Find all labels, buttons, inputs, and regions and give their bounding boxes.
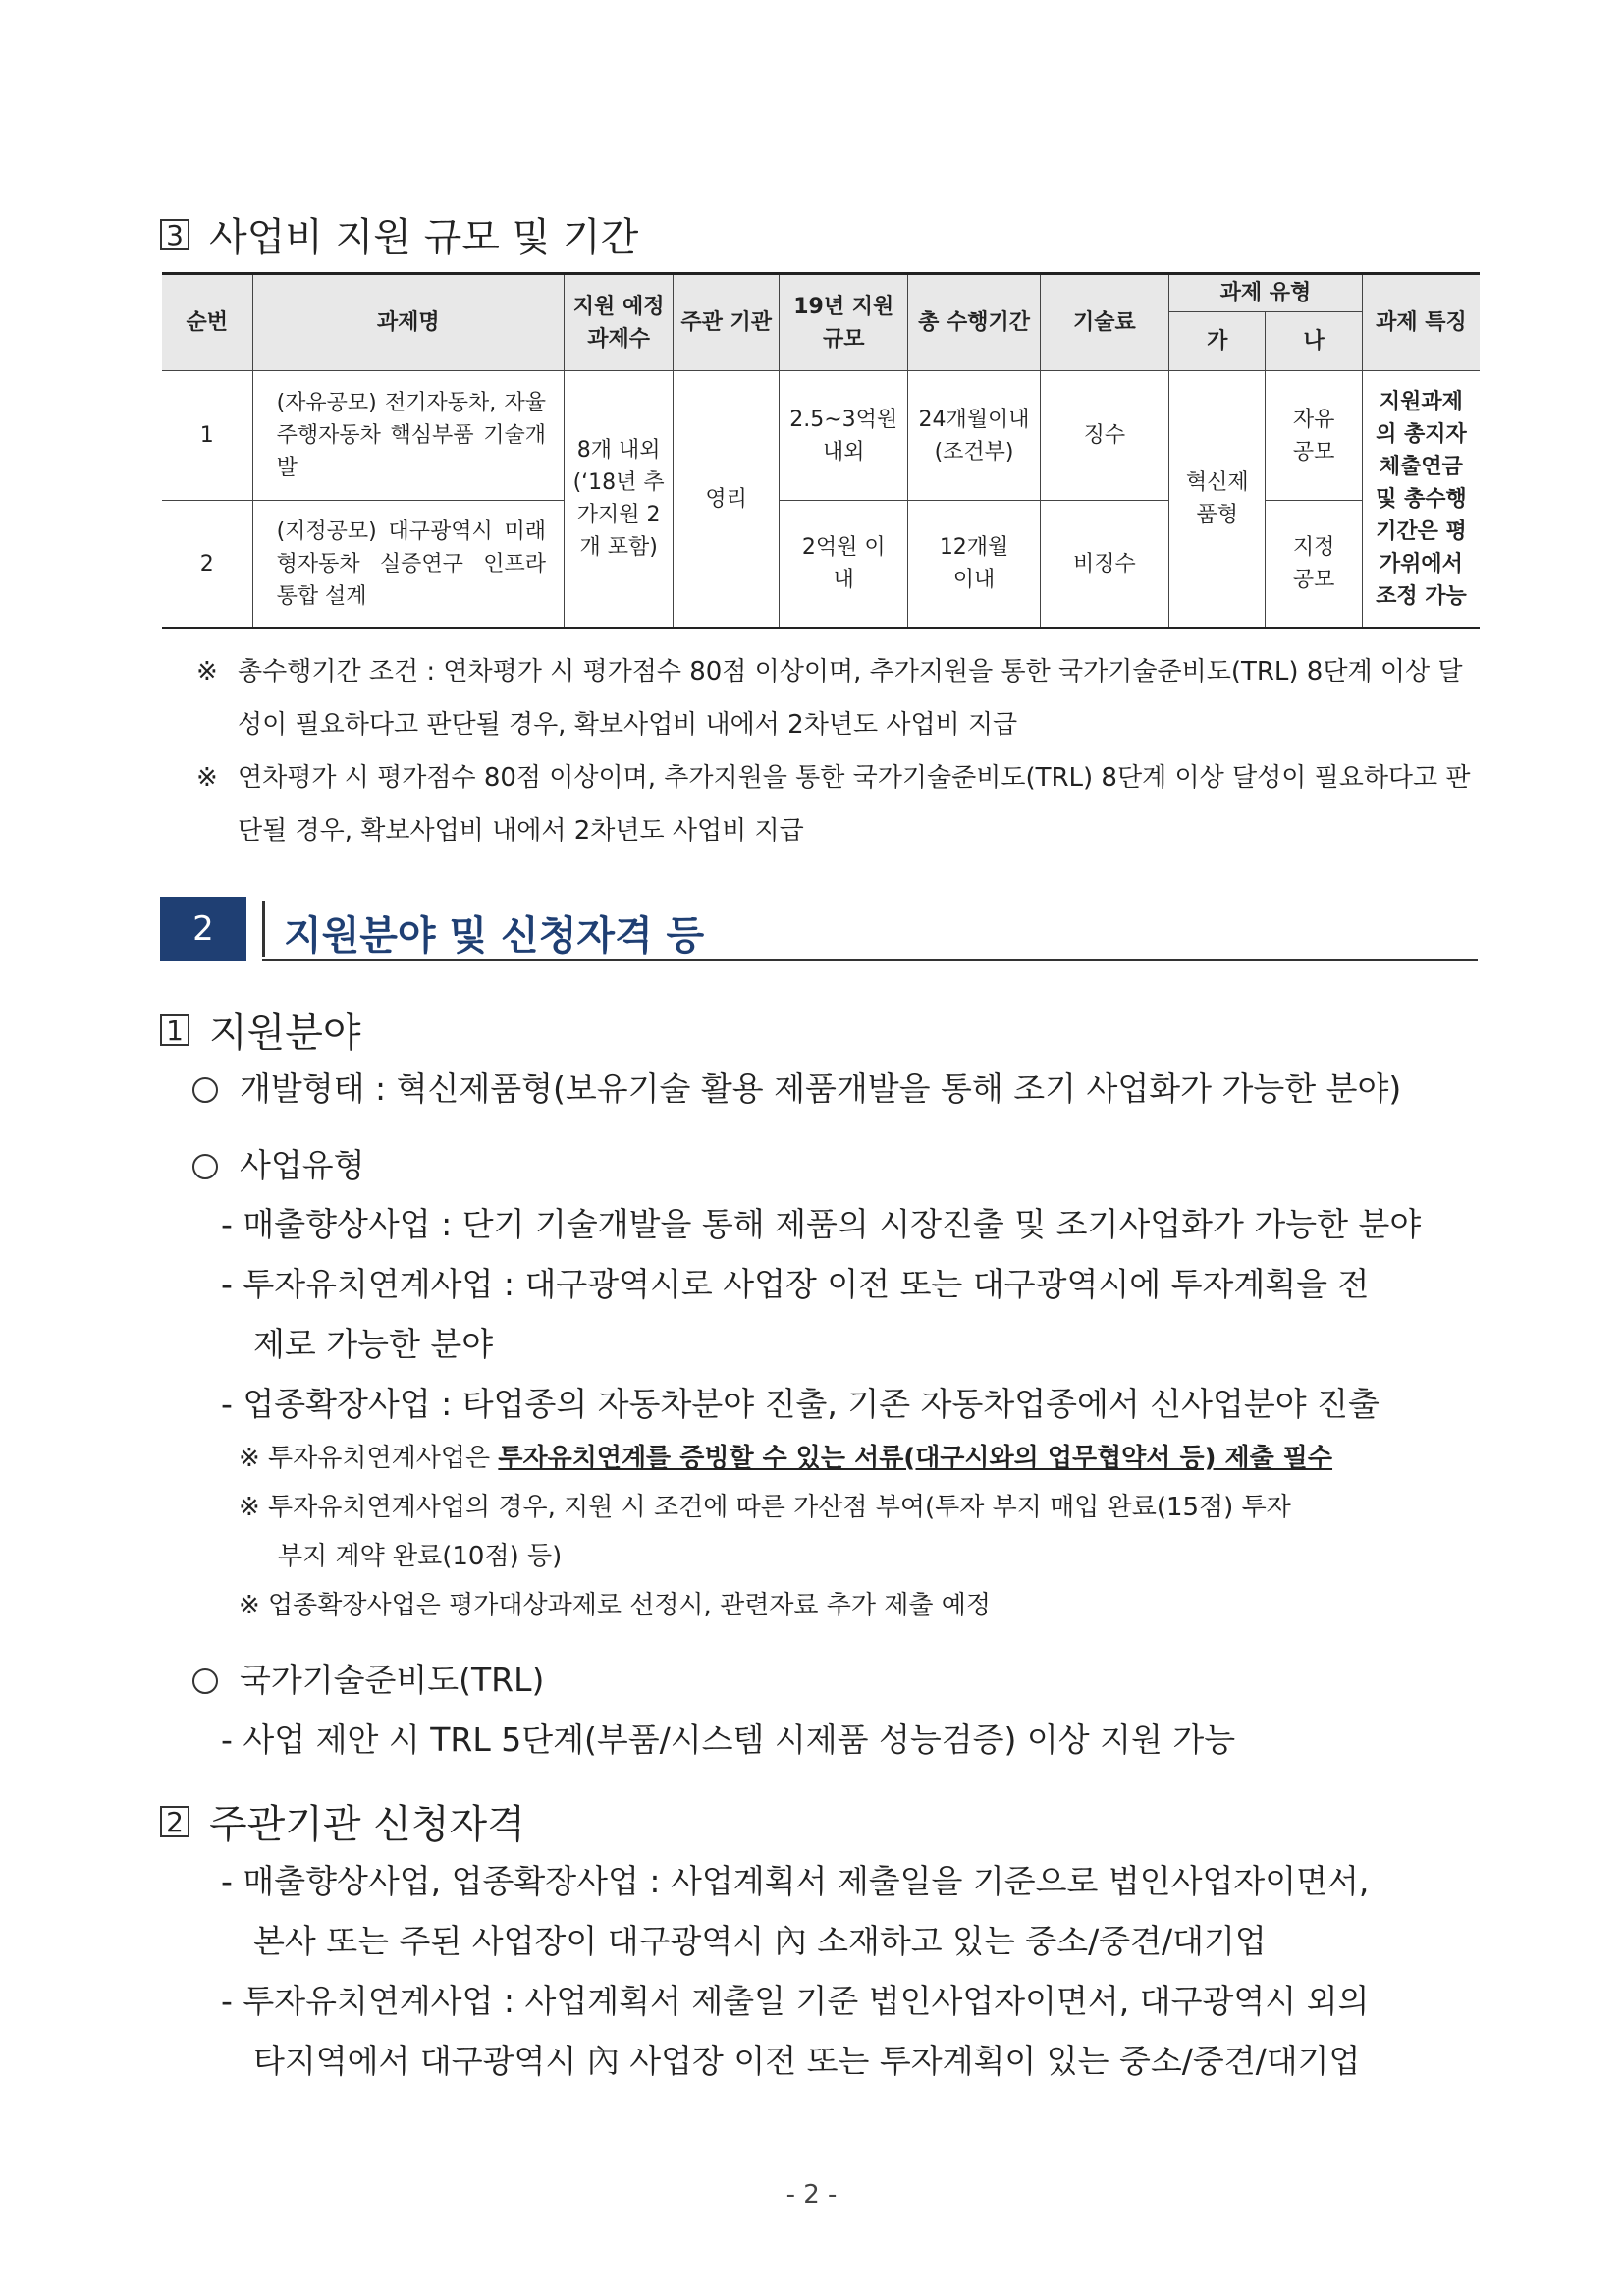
circle-bullet-icon bbox=[192, 1154, 218, 1179]
header-count: 지원 예정 과제수 bbox=[565, 274, 674, 371]
divider bbox=[262, 901, 265, 957]
header-no: 순번 bbox=[162, 274, 252, 371]
main-section-title: 지원분야 및 신청자격 등 bbox=[284, 913, 705, 958]
main-section-heading bbox=[160, 897, 1478, 961]
circle-bullet-icon bbox=[192, 1668, 218, 1694]
table-row bbox=[162, 371, 1480, 501]
list-item: - 투자유치연계사업 : 사업계획서 제출일 기준 법인사업자이면서, 대구광역시 외의 bbox=[221, 1982, 1370, 2020]
bullet-item bbox=[192, 1140, 365, 1186]
note-prefix: ※ 투자유치연계사업은 bbox=[239, 1444, 499, 1473]
subsection-heading bbox=[160, 1793, 525, 1849]
cell-type-a: 혁신제품형 bbox=[1169, 371, 1266, 629]
cell-type-b: 자유공모 bbox=[1266, 371, 1362, 501]
cell-scale: 2.5~3억원 내외 bbox=[780, 371, 908, 501]
header-type-b: 나 bbox=[1266, 312, 1362, 371]
cell-no: 1 bbox=[162, 371, 252, 501]
header-org: 주관 기관 bbox=[674, 274, 780, 371]
section-title: 사업비 지원 규모 및 기간 bbox=[209, 215, 639, 260]
header-period: 총 수행기간 bbox=[908, 274, 1040, 371]
cell-fee: 비징수 bbox=[1040, 501, 1168, 629]
cell-type-b: 지정공모 bbox=[1266, 501, 1362, 629]
header-type: 과제 유형 bbox=[1169, 274, 1363, 312]
list-item: 타지역에서 대구광역시 內 사업장 이전 또는 투자계획이 있는 중소/중견/대기업 bbox=[253, 2042, 1361, 2080]
note bbox=[196, 645, 1483, 751]
circle-bullet-icon bbox=[192, 1077, 218, 1103]
note-text: 연차평가 시 평가점수 80점 이상이며, 추가지원을 통한 국가기술준비도(TRL) 8단계 이상 달성이 필요하다고 판단될 경우, 확보사업비 내에서 2차년도 사업비 지급 bbox=[238, 763, 1471, 846]
list-item: - 사업 제안 시 TRL 5단계(부품/시스템 시제품 성능검증) 이상 지원 가능 bbox=[221, 1721, 1236, 1759]
cell-org: 영리 bbox=[674, 371, 780, 629]
header-name: 과제명 bbox=[252, 274, 565, 371]
header-scale: 19년 지원규모 bbox=[780, 274, 908, 371]
cell-count: 8개 내외 (‘18년 추가지원 2개 포함) bbox=[565, 371, 674, 629]
cell-feature: 지원과제의 총지자체출연금 및 총수행기간은 평가위에서 조정 가능 bbox=[1362, 371, 1480, 629]
list-item: 제로 가능한 분야 bbox=[253, 1325, 494, 1363]
bullet-text: 국가기술준비도(TRL) bbox=[240, 1661, 545, 1699]
subsection-title: 주관기관 신청자격 bbox=[209, 1802, 525, 1847]
bullet-item bbox=[192, 1064, 1401, 1110]
list-item: 본사 또는 주된 사업장이 대구광역시 內 소재하고 있는 중소/중견/대기업 bbox=[253, 1922, 1267, 1960]
note-mark: ※ bbox=[196, 763, 218, 793]
note-text: 총수행기간 조건 : 연차평가 시 평가점수 80점 이상이며, 추가지원을 통한 국가기술준비도(TRL) 8단계 이상 달성이 필요하다고 판단될 경우, 확보사업비 내에서 2차년도 사업비 지급 bbox=[238, 657, 1463, 739]
note-line: 부지 계약 완료(10점) 등) bbox=[278, 1542, 563, 1571]
header-feature: 과제 특징 bbox=[1362, 274, 1480, 371]
table-row bbox=[162, 501, 1480, 629]
note bbox=[196, 751, 1483, 857]
section-heading bbox=[160, 206, 638, 262]
list-item: - 매출향상사업, 업종확장사업 : 사업계획서 제출일을 기준으로 법인사업자이면서, bbox=[221, 1862, 1370, 1900]
main-section-number: 2 bbox=[160, 897, 246, 961]
divider bbox=[262, 959, 1478, 961]
cell-fee: 징수 bbox=[1040, 371, 1168, 501]
note-emphasis: 투자유치연계를 증빙할 수 있는 서류(대구시와의 업무협약서 등) 제출 필수 bbox=[498, 1444, 1333, 1473]
cell-no: 2 bbox=[162, 501, 252, 629]
cell-period: 24개월이내 (조건부) bbox=[908, 371, 1040, 501]
bullet-text: 사업유형 bbox=[240, 1146, 365, 1184]
subsection-heading bbox=[160, 1002, 361, 1058]
header-fee: 기술료 bbox=[1040, 274, 1168, 371]
cell-name: (자유공모) 전기자동차, 자율주행자동차 핵심부품 기술개발 bbox=[252, 371, 565, 501]
budget-table bbox=[162, 272, 1480, 629]
list-item: - 업종확장사업 : 타업종의 자동차분야 진출, 기존 자동차업종에서 신사업분야 진출 bbox=[221, 1385, 1380, 1423]
note-line bbox=[239, 1438, 1332, 1474]
page-number: - 2 - bbox=[785, 2180, 838, 2210]
list-item: - 매출향상사업 : 단기 기술개발을 통해 제품의 시장진출 및 조기사업화가 가능한 분야 bbox=[221, 1205, 1422, 1243]
header-type-a: 가 bbox=[1169, 312, 1266, 371]
subsection-number-box: 1 bbox=[160, 1014, 189, 1046]
note-mark: ※ bbox=[196, 657, 218, 686]
section-number-box: 3 bbox=[160, 219, 189, 250]
note-line: ※ 투자유치연계사업의 경우, 지원 시 조건에 따른 가산점 부여(투자 부지 매입 완료(15점) 투자 bbox=[239, 1493, 1291, 1522]
bullet-text: 개발형태 : 혁신제품형(보유기술 활용 제품개발을 통해 조기 사업화가 가능한 분야) bbox=[240, 1069, 1402, 1108]
bullet-item bbox=[192, 1655, 544, 1701]
list-item: - 투자유치연계사업 : 대구광역시로 사업장 이전 또는 대구광역시에 투자계획을 전 bbox=[221, 1265, 1370, 1303]
cell-period: 12개월이내 bbox=[908, 501, 1040, 629]
cell-scale: 2억원 이내 bbox=[780, 501, 908, 629]
subsection-title: 지원분야 bbox=[209, 1011, 361, 1056]
subsection-number-box: 2 bbox=[160, 1806, 189, 1837]
note-line: ※ 업종확장사업은 평가대상과제로 선정시, 관련자료 추가 제출 예정 bbox=[239, 1591, 992, 1620]
cell-name: (지정공모) 대구광역시 미래형자동차 실증연구 인프라 통합 설계 bbox=[252, 501, 565, 629]
